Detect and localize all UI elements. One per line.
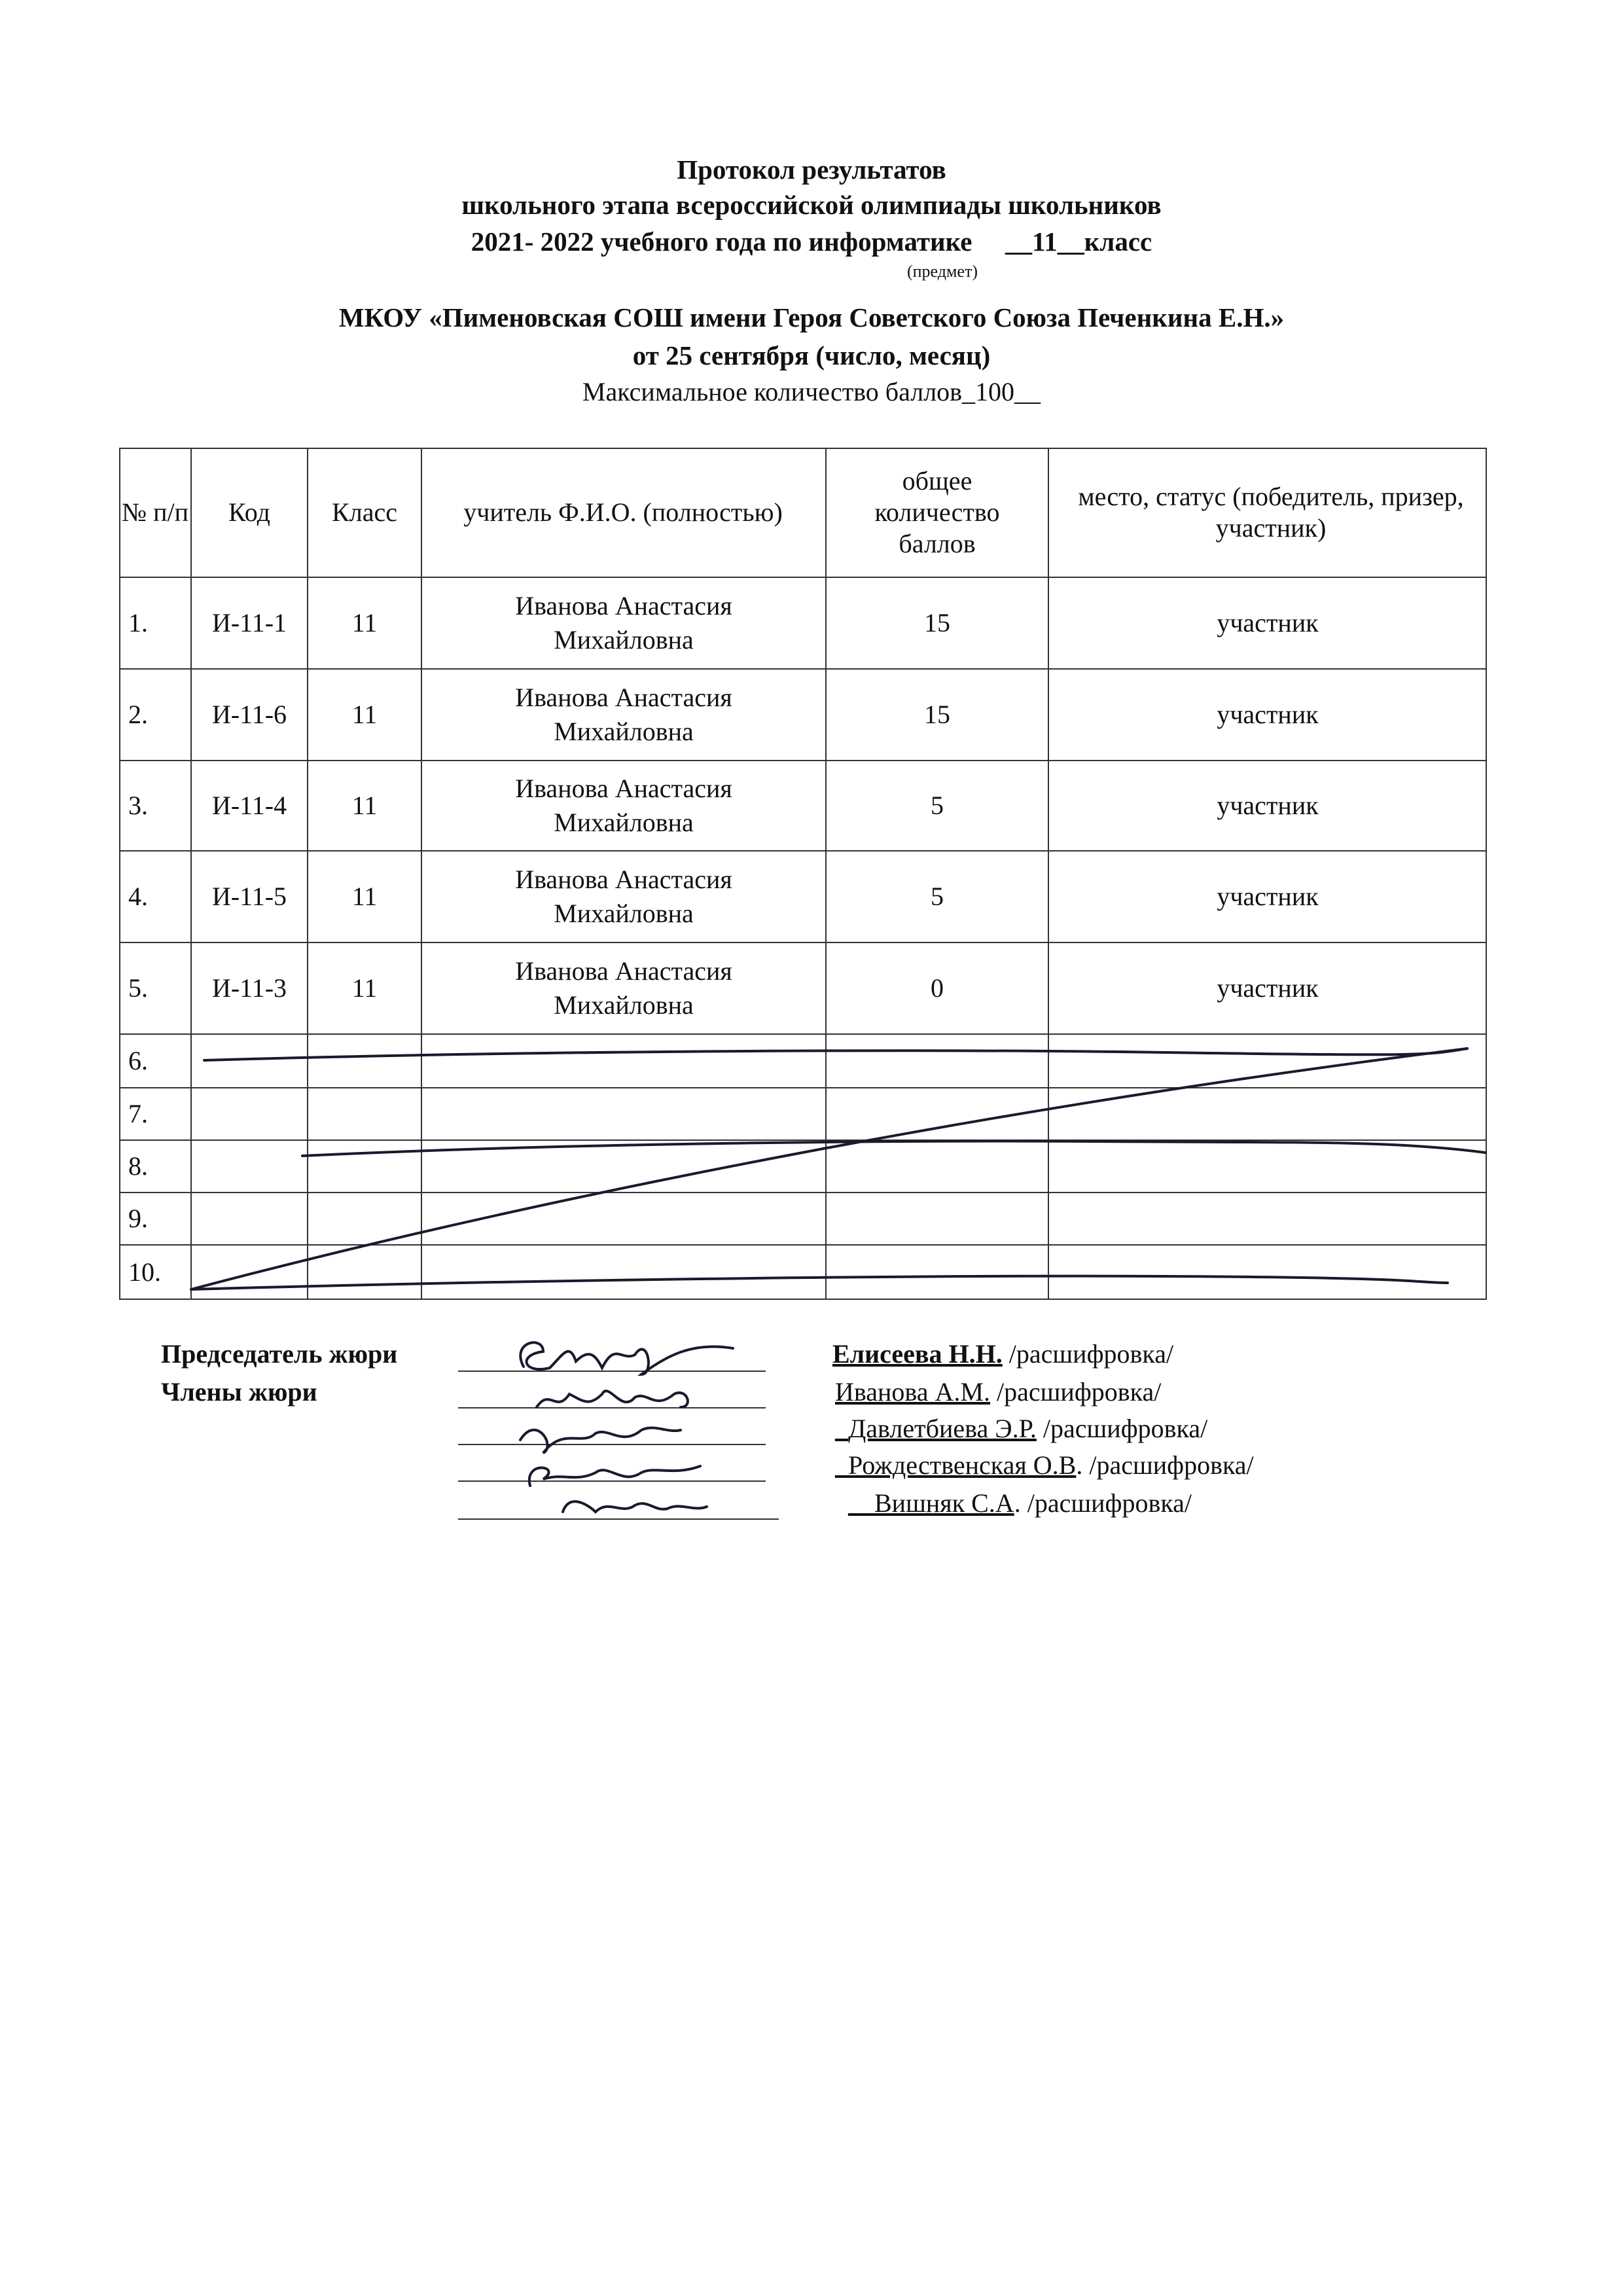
member-2-note: /расшифровка/ bbox=[1043, 1414, 1208, 1443]
col-header-class: Класс bbox=[332, 497, 397, 527]
teacher-line-1: Иванова Анастасия bbox=[515, 956, 732, 986]
results-table bbox=[119, 448, 1487, 1300]
cell-status: участник bbox=[1217, 791, 1319, 820]
member-3-dot: . bbox=[1076, 1450, 1083, 1480]
cell-num: 1. bbox=[128, 608, 148, 637]
cell-teacher bbox=[421, 577, 826, 669]
teacher-line-1: Иванова Анастасия bbox=[515, 865, 732, 894]
col-header-score: общее количество баллов bbox=[874, 466, 1000, 558]
cell-empty-row-num: 8. bbox=[128, 1151, 148, 1181]
member-4-name bbox=[848, 1488, 1014, 1518]
cell-class: 11 bbox=[351, 700, 378, 729]
cell-num: 3. bbox=[128, 791, 148, 820]
col-header-status: место, статус (победитель, призер, участник) bbox=[1078, 482, 1464, 543]
cell-code: И-11-4 bbox=[211, 791, 287, 820]
subject-hint: (предмет) bbox=[906, 262, 978, 281]
cell-empty-row-num: 6. bbox=[128, 1046, 148, 1075]
member-4-name-text: Вишняк С.А bbox=[874, 1488, 1014, 1518]
member-2-name-text: Давлетбиева Э.Р. bbox=[848, 1414, 1037, 1443]
chair-label: Председатель жюри bbox=[161, 1339, 398, 1369]
cell-score: 0 bbox=[931, 973, 944, 1003]
cell-code: И-11-1 bbox=[211, 608, 287, 637]
cell-class: 11 bbox=[351, 608, 378, 637]
member-3-decode bbox=[835, 1446, 1254, 1484]
cell-num: 2. bbox=[128, 700, 148, 729]
teacher-line-2: Михайловна bbox=[554, 808, 694, 837]
member-3-name-text: Рождественская О.В bbox=[848, 1450, 1077, 1480]
col-header-teacher: учитель Ф.И.О. (полностью) bbox=[463, 497, 783, 527]
member-1-name: Иванова А.М. bbox=[835, 1377, 990, 1407]
member-2-name bbox=[835, 1414, 1037, 1443]
member-4-note: /расшифровка/ bbox=[1027, 1488, 1192, 1518]
cell-code: И-11-3 bbox=[211, 973, 287, 1003]
teacher-line-1: Иванова Анастасия bbox=[515, 591, 732, 620]
teacher-line-2: Михайловна bbox=[554, 990, 694, 1020]
subject-name: информатике bbox=[808, 226, 972, 257]
cell-empty-row-num: 7. bbox=[128, 1099, 148, 1128]
cell-status: участник bbox=[1217, 882, 1319, 911]
cell-code: И-11-5 bbox=[211, 882, 287, 911]
col-header-num: № п/п bbox=[121, 497, 189, 527]
class-fragment: __11__класс bbox=[1005, 226, 1152, 257]
member-3-note: /расшифровка/ bbox=[1089, 1450, 1254, 1480]
protocol-title: Протокол результатов bbox=[677, 154, 946, 185]
school-name: МКОУ «Пименовская СОШ имени Героя Советского Союза Печенкина Е.Н.» bbox=[338, 302, 1285, 332]
teacher-line-1: Иванова Анастасия bbox=[515, 683, 732, 712]
teacher-line-1: Иванова Анастасия bbox=[515, 774, 732, 803]
cell-class: 11 bbox=[351, 973, 378, 1003]
chair-name: Елисеева Н.Н. bbox=[832, 1339, 1003, 1369]
cell-teacher bbox=[421, 761, 826, 851]
cell-class: 11 bbox=[351, 791, 378, 820]
cell-num: 4. bbox=[128, 882, 148, 911]
member-2-prefix: _ bbox=[835, 1414, 848, 1443]
member-1-decode bbox=[835, 1373, 1161, 1411]
member-3-name bbox=[835, 1450, 1076, 1480]
year-subject-line bbox=[0, 224, 1623, 259]
cell-status: участник bbox=[1217, 700, 1319, 729]
member-4-decode bbox=[848, 1484, 1192, 1522]
member-3-prefix: _ bbox=[835, 1450, 848, 1480]
member-4-dot: . bbox=[1014, 1488, 1021, 1518]
handwritten-signatures bbox=[458, 1316, 798, 1525]
chair-decode bbox=[832, 1335, 1173, 1373]
cell-score: 15 bbox=[924, 700, 950, 729]
member-4-prefix: __ bbox=[848, 1488, 874, 1518]
chair-decode-note: /расшифровка/ bbox=[1008, 1339, 1174, 1369]
cell-teacher bbox=[421, 942, 826, 1034]
cell-status: участник bbox=[1217, 973, 1319, 1003]
cell-code: И-11-6 bbox=[211, 700, 287, 729]
cell-score: 5 bbox=[931, 882, 944, 911]
cell-class: 11 bbox=[351, 882, 378, 911]
members-label: Члены жюри bbox=[161, 1377, 317, 1407]
cell-num: 5. bbox=[128, 973, 148, 1003]
cell-empty-row-num: 9. bbox=[128, 1204, 148, 1233]
teacher-line-2: Михайловна bbox=[554, 625, 694, 655]
cell-teacher bbox=[421, 669, 826, 761]
max-score: Максимальное количество баллов_100__ bbox=[582, 377, 1041, 406]
col-header-code: Код bbox=[228, 497, 270, 527]
teacher-line-2: Михайловна bbox=[554, 717, 694, 746]
year-subject-prefix: 2021- 2022 учебного года по bbox=[471, 226, 809, 257]
cell-score: 15 bbox=[924, 608, 950, 637]
member-1-note: /расшифровка/ bbox=[996, 1377, 1162, 1407]
cell-empty-row-num: 10. bbox=[128, 1257, 161, 1287]
strike-through-marks bbox=[191, 1049, 1487, 1289]
cell-teacher bbox=[421, 851, 826, 942]
cell-score: 5 bbox=[931, 791, 944, 820]
olympiad-date: от 25 сентября (число, месяц) bbox=[632, 340, 991, 370]
protocol-subtitle: школьного этапа всероссийской олимпиады школьников bbox=[461, 190, 1162, 220]
member-2-decode bbox=[835, 1410, 1207, 1448]
cell-status: участник bbox=[1217, 608, 1319, 637]
teacher-line-2: Михайловна bbox=[554, 899, 694, 928]
